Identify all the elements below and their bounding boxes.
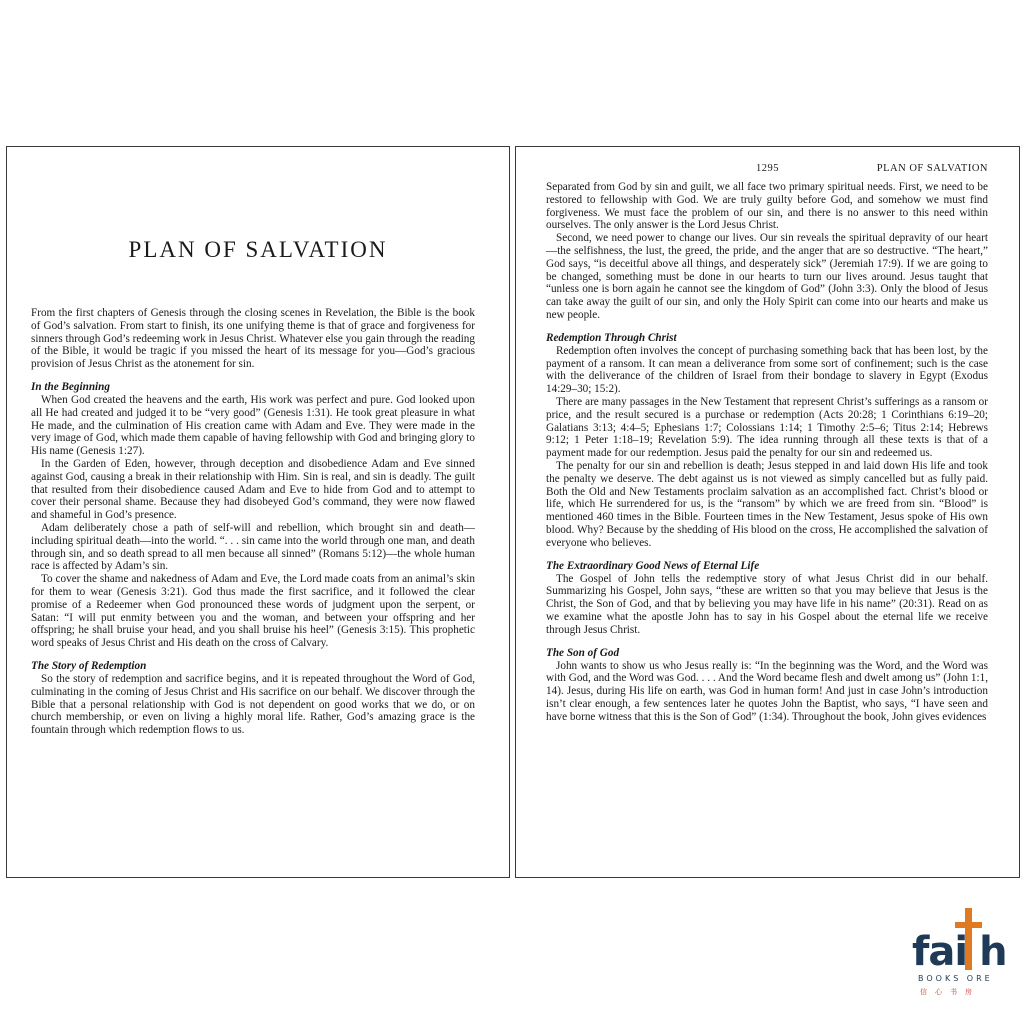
section-heading-good-news: The Extraordinary Good News of Eternal Life (546, 559, 760, 572)
right-text-column (546, 181, 988, 723)
logo-word-left: fai (912, 929, 968, 975)
paragraph: When God created the heavens and the earth, His work was perfect and pure. God looked upon all He had created and judged it to be “very good” (Genesis 1:31). He took great pleasure in what He made, and the culmination of His creation came with Adam and Eve. They were made in the very image of God, which made them capable of having fellowship with God and bringing glory to His name (Genesis 1:27). (31, 393, 475, 458)
logo-wordmark (912, 930, 1007, 974)
page-title: PLAN OF SALVATION (128, 237, 388, 262)
cross-bar (955, 922, 982, 928)
left-page (6, 146, 510, 878)
paragraph: So the story of redemption and sacrifice begins, and it is repeated throughout the Word of God, culminating in the coming of Jesus Christ and His sacrifice on our behalf. We discover through the Bible that a personal relationship with God is not dependent on good works that we do, or on church membership, or even on living a highly moral life. Rather, God’s amazing grace is the fountain through which redemption flows to us. (31, 672, 475, 737)
paragraph: To cover the shame and nakedness of Adam and Eve, the Lord made coats from an animal’s skin for them to wear (Genesis 3:21). God thus made the first sacrifice, and it followed the clear promise of a Redeemer when God pronounced these words of judgment upon the serpent, or Satan: “I will put enmity between you and the woman, and between your offspring and her offspring; he shall bruise your head, and you shall bruise his heel” (Genesis 3:15). This prophetic word speaks of Jesus Christ and His death on the cross of Calvary. (31, 573, 475, 650)
faith-bookstore-logo (912, 908, 1008, 1004)
section-heading-story-of-redemption: The Story of Redemption (31, 659, 147, 672)
paragraph: There are many passages in the New Testament that represent Christ’s sufferings as a ransom or price, and the result secured is a purchase or redemption (Acts 20:28; 1 Corinthians 6:19–20; Galatians 3:13; 4:4–5; Ephesians 1:7; Colossians 1:14; 1 Timothy 2:5–6; Titus 2:14; Hebrews 9:12; 1 Peter 1:18–19; Revelation 5:9). The idea running through all these texts is that of a payment made for our redemption. Jesus paid the penalty for our sin and redeemed us. (546, 395, 988, 460)
paragraph: The penalty for our sin and rebellion is death; Jesus stepped in and laid down His life and took the penalty we deserve. The debt against us is not viewed as simply cancelled but as fully paid. Both the Old and New Testaments proclaim salvation as an accomplished fact. Christ’s blood or life, which He surrendered for us, is the “ransom” by which we are freed from sin. “Blood” is mentioned 460 times in the Bible. Fourteen times in the New Testament, Jesus spoke of His own blood. Why? Because by the shedding of His blood on the cross, He accomplished the salvation of everyone who believes. (546, 459, 988, 549)
right-page (515, 146, 1020, 878)
paragraph: John wants to show us who Jesus really is: “In the beginning was the Word, and the Word was with God, and the Word was God. . . . And the Word became flesh and dwelt among us” (John 1:1, 14). Jesus, during His life on earth, was God in human form! And just in case John’s introduction isn’t clear enough, a few sentences later he quotes John the Baptist, who says, “I have seen and have borne witness that this is the Son of God” (1:34). Throughout the book, John gives evidences (546, 659, 988, 723)
section-heading-redemption-through-christ: Redemption Through Christ (546, 331, 677, 344)
section-heading-son-of-god: The Son of God (546, 646, 620, 659)
running-title: PLAN OF SALVATION (876, 163, 988, 174)
logo-chinese: 信心书房 (920, 988, 980, 996)
page-number: 1295 (756, 163, 779, 174)
paragraph: Redemption often involves the concept of purchasing something back that has been lost, by the payment of a ransom. It can mean a deliverance from some sort of confinement; such is the case with the deliverance of the children of Israel from their bondage to slavery in Egypt (Exodus 14:29–30; 15:2). (546, 344, 988, 396)
paragraph: The Gospel of John tells the redemptive story of what Jesus Christ did in our behalf. Summarizing his Gospel, John says, “these are written so that you may believe that Jesus is the Christ, the Son of God, and that by believing you may have life in his name” (20:31). Read on as we examine what the apostle John has to say in his Gospel about the eternal life we receive through Jesus Christ. (546, 572, 988, 636)
logo-subtitle: BOOKS ORE (918, 974, 993, 983)
paragraph: Separated from God by sin and guilt, we all face two primary spiritual needs. First, we need to be restored to fellowship with God. We are truly guilty before God, and somehow we must find forgiveness. We must face the problem of our sin, and there is no answer to this need within ourselves. The only answer is the Lord Jesus Christ. (546, 181, 988, 232)
section-heading-beginning: In the Beginning (31, 380, 110, 393)
logo-word-right: h (979, 929, 1007, 975)
left-text-column (31, 307, 475, 737)
paragraph: Adam deliberately chose a path of self-will and rebellion, which brought sin and death—including spiritual death—into the world. “. . . sin came into the world through one man, and death through sin, and so death spread to all men because all sinned” (Romans 5:12)—the whole human race is affected by Adam’s sin. (31, 521, 475, 573)
paragraph: In the Garden of Eden, however, through deception and disobedience Adam and Eve sinned against God, causing a break in their relationship with Him. Sin is real, and sin is deadly. The guilt that resulted from their disobedience caused Adam and Eve to hide from God and to attempt to cover their personal shame. Because they had disobeyed God’s command, they were now flawed and shameful in God’s presence. (31, 457, 475, 522)
intro-paragraph: From the first chapters of Genesis through the closing scenes in Revelation, the Bible is the book of God’s salvation. From start to finish, its one unifying theme is that of grace and forgiveness for sinners through God’s redeeming work in Jesus Christ. Whatever else you gain through the reading of the Bible, it would be tragic if you missed the heart of its message for you—God’s gracious provision of Jesus Christ as the atonement for sin. (31, 307, 475, 371)
paragraph: Second, we need power to change our lives. Our sin reveals the spiritual depravity of our heart—the selfishness, the lust, the greed, the pride, and the anger that are so destructive. “The heart,” God says, “is deceitful above all things, and desperately sick” (Jeremiah 17:9). If we are going to be changed, something must be done in our hearts to turn our lives around. Jesus taught that “unless one is born again he cannot see the kingdom of God” (John 3:3). Only the blood of Jesus can take away the guilt of our sin, and only the Holy Spirit can come into our hearts and make us new people. (546, 232, 988, 321)
